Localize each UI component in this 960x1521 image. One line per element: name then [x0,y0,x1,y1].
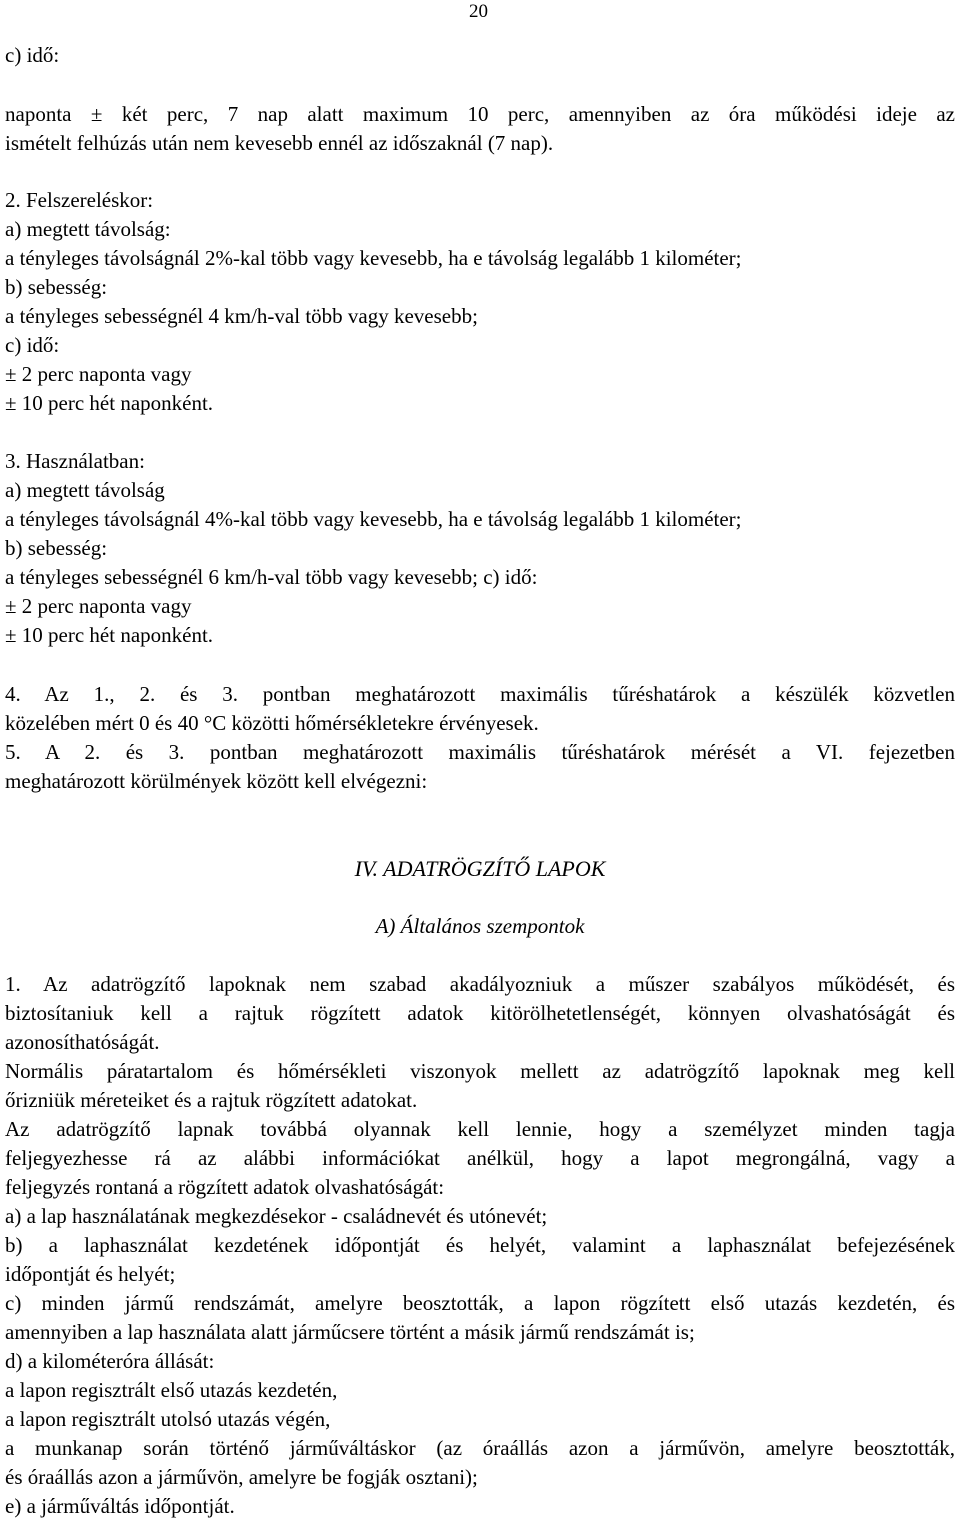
item-d-last-trip: a lapon regisztrált utolsó utazás végén, [5,1407,331,1431]
item-b-line-1: b) a laphasználat kezdetének időpontját és helyét, valamint a laphasználat befejezésének [5,1233,955,1257]
line-time-weekly: ± 10 perc hét naponként. [5,391,214,415]
line-speed-heading: b) sebesség: [5,536,108,560]
line-distance-heading: a) megtett távolság [5,478,165,502]
section-4-line-1: 4. Az 1., 2. és 3. pontban meghatározott maximális tűréshatárok a készülék közvetlen [5,682,955,706]
item-c-line-1: c) minden jármű rendszámát, amelyre beosztották, a lapon rögzített első utazás kezdetén, és [5,1291,955,1315]
line-time-weekly: ± 10 perc hét naponként. [5,623,214,647]
line-distance-heading: a) megtett távolság: [5,217,171,241]
para-1-line-3: azonosíthatóságát. [5,1030,160,1054]
line-speed-tolerance: a tényleges sebességnél 6 km/h-val több vagy kevesebb; c) idő: [5,565,538,589]
section-4-line-2: közelében mért 0 és 40 °C közötti hőmérsékletekre érvényesek. [5,711,539,735]
item-d: d) a kilométeróra állását: [5,1349,215,1373]
chapter-heading: IV. ADATRÖGZÍTŐ LAPOK [354,856,606,881]
line-time-daily: ± 2 perc naponta vagy [5,594,192,618]
line-distance-tolerance: a tényleges távolságnál 4%-kal több vagy kevesebb, ha e távolság legalább 1 kilométer; [5,507,742,531]
para-1-line-2: biztosítaniuk kell a rajtuk rögzített adatok kitörölhetetlenségét, könnyen olvashatóságát és [5,1001,955,1025]
subsection-heading: A) Általános szempontok [375,914,585,938]
line-time-heading: c) idő: [5,333,60,357]
page-number: 20 [469,1,488,22]
section-3-heading: 3. Használatban: [5,449,145,473]
para-3-line-3: feljegyzés rontaná a rögzített adatok olvashatóságát: [5,1175,445,1199]
line-c-time-heading: c) idő: [5,43,60,67]
line-time-daily: ± 2 perc naponta vagy [5,362,192,386]
line-speed-tolerance: a tényleges sebességnél 4 km/h-val több vagy kevesebb; [5,304,478,328]
item-e: e) a járműváltás időpontját. [5,1494,235,1518]
item-c-line-2: amennyiben a lap használata alatt járműcsere történt a másik jármű rendszámát is; [5,1320,695,1344]
para-2-line-2: őrizniük méreteiket és a rajtuk rögzített adatokat. [5,1088,418,1112]
line-daily-tolerance: naponta ± két perc, 7 nap alatt maximum 10 perc, amennyiben az óra működési ideje az [5,102,955,126]
item-b-line-2: időpontját és helyét; [5,1262,176,1286]
section-5-line-1: 5. A 2. és 3. pontban meghatározott maximális tűréshatárok mérését a VI. fejezetben [5,740,955,764]
para-3-line-1: Az adatrögzítő lapnak továbbá olyannak kell lennie, hogy a személyzet minden tagja [5,1117,955,1141]
item-d-vehicle-change-line-1: a munkanap során történő járműváltáskor (az óraállás azon a járművön, amelyre beosztották, [5,1436,955,1460]
section-5-line-2: meghatározott körülmények között kell elvégezni: [5,769,428,793]
section-2-heading: 2. Felszereléskor: [5,188,154,212]
item-d-first-trip: a lapon regisztrált első utazás kezdetén, [5,1378,338,1402]
para-2-line-1: Normális páratartalom és hőmérsékleti viszonyok mellett az adatrögzítő lapoknak meg kell [5,1059,955,1083]
line-speed-heading: b) sebesség: [5,275,108,299]
item-d-vehicle-change-line-2: és óraállás azon a járművön, amelyre be fogják osztani); [5,1465,478,1489]
line-distance-tolerance: a tényleges távolságnál 2%-kal több vagy kevesebb, ha e távolság legalább 1 kilométer; [5,246,742,270]
item-a: a) a lap használatának megkezdésekor - családnevét és utónevét; [5,1204,548,1228]
line-rewind-period: ismételt felhúzás után nem kevesebb ennél az időszaknál (7 nap). [5,131,554,155]
para-3-line-2: feljegyezhesse rá az alábbi információkat anélkül, hogy a lapot megrongálná, vagy a [5,1146,955,1170]
para-1-line-1: 1. Az adatrögzítő lapoknak nem szabad akadályozniuk a műszer szabályos működését, és [5,972,955,996]
